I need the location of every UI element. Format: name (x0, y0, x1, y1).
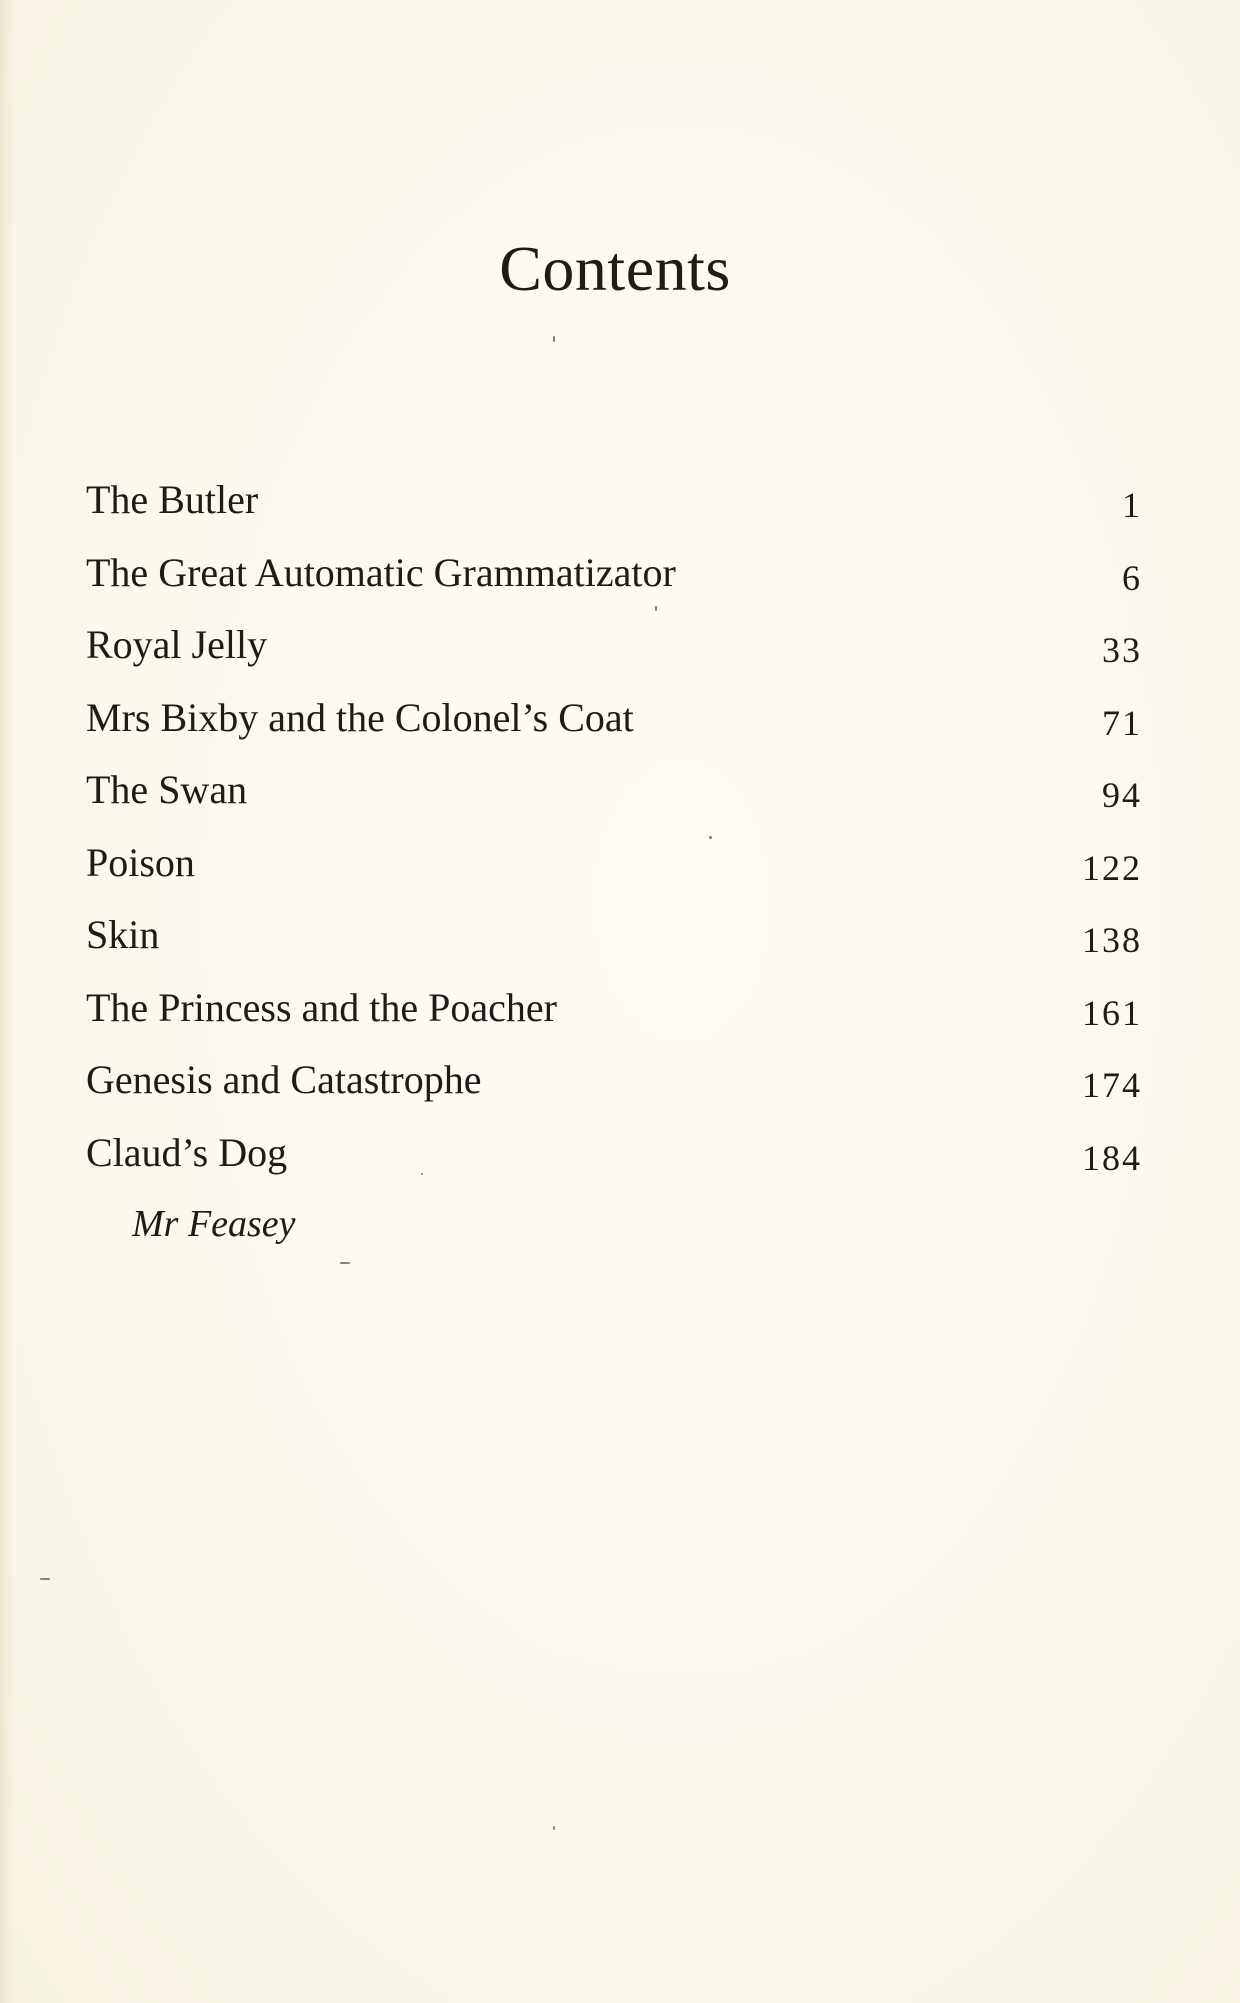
paper-speck (340, 1262, 350, 1264)
toc-entry-page: 184 (1082, 1137, 1142, 1178)
toc-entry-page: 1 (1122, 485, 1142, 525)
paper-speck (421, 1173, 423, 1175)
toc-entry-page: 161 (1082, 992, 1142, 1033)
toc-entry-title: The Great Automatic Grammatizator (86, 549, 676, 595)
toc-entry-page: 6 (1122, 557, 1142, 598)
toc-entry-page: 122 (1082, 847, 1142, 888)
toc-entry-page: 174 (1082, 1065, 1142, 1105)
paper-speck (40, 1578, 50, 1580)
toc-entry-title: Royal Jelly (86, 622, 268, 667)
toc-entry (86, 1056, 1142, 1129)
toc-entry-title: Claud’s Dog (86, 1129, 288, 1175)
toc-entry (86, 911, 1142, 984)
paper-speck (553, 1826, 555, 1830)
toc-entry-title: The Princess and the Poacher (86, 984, 557, 1030)
toc-entry-page: 138 (1082, 920, 1142, 960)
toc-entry-title: Mrs Bixby and the Colonel’s Coat (86, 694, 634, 740)
paper-speck (553, 336, 555, 342)
paper-speck (655, 606, 657, 611)
toc-entry (86, 839, 1142, 912)
toc-entry-title: Skin (86, 912, 160, 957)
paper-speck (709, 836, 712, 839)
toc-sub-entry-title: Mr Feasey (132, 1203, 296, 1245)
toc-entry-title: Poison (86, 839, 195, 885)
toc-entry (86, 1129, 1142, 1202)
toc-entry-page: 33 (1102, 630, 1142, 670)
toc-entry-title: The Butler (86, 477, 259, 522)
toc-entry-title: The Swan (86, 767, 248, 812)
toc-entry (86, 694, 1142, 767)
table-of-contents (86, 476, 1142, 1201)
toc-entry (86, 766, 1142, 839)
page-title: Contents (499, 233, 731, 304)
toc-entry (86, 621, 1142, 694)
toc-entry (86, 984, 1142, 1057)
toc-entry-page: 94 (1102, 775, 1142, 815)
toc-entry (86, 549, 1142, 622)
toc-entry-page: 71 (1102, 702, 1142, 743)
toc-entry (86, 476, 1142, 549)
toc-entry-title: Genesis and Catastrophe (86, 1057, 482, 1102)
